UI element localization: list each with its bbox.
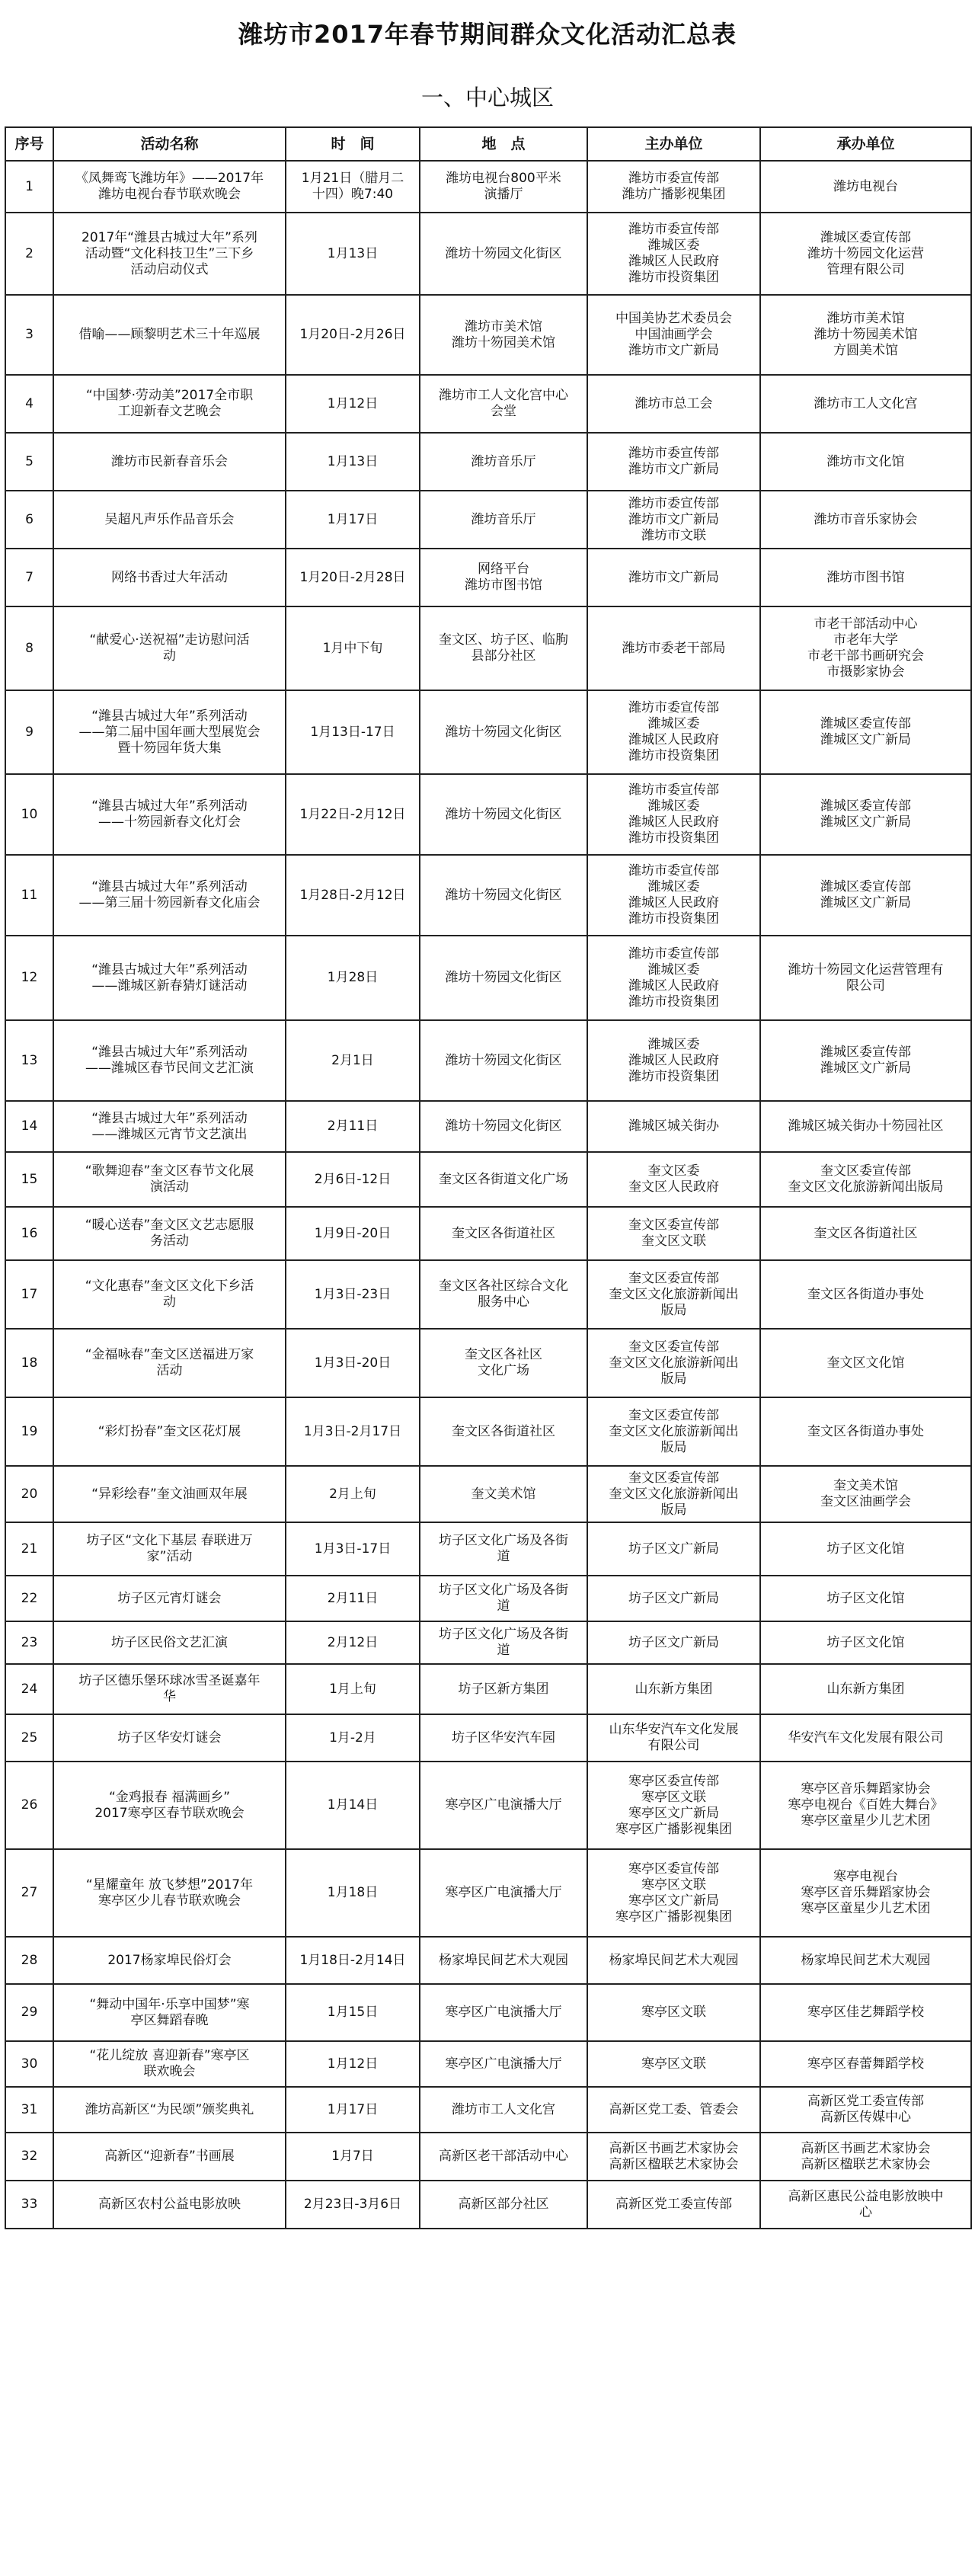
cell-organizer: 潍坊市总工会 <box>587 375 760 433</box>
table-body <box>5 161 971 2229</box>
table-row <box>5 295 971 375</box>
cell-executor: 高新区惠民公益电影放映中 心 <box>760 2181 971 2229</box>
table-row <box>5 1984 971 2041</box>
cell-organizer: 潍城区城关街办 <box>587 1101 760 1152</box>
cell-index: 17 <box>5 1260 53 1329</box>
cell-executor: 寒亭电视台 寒亭区音乐舞蹈家协会 寒亭区童星少儿艺术团 <box>760 1849 971 1937</box>
cell-executor: 奎文区各街道办事处 <box>760 1260 971 1329</box>
cell-organizer: 潍坊市委老干部局 <box>587 606 760 690</box>
table-row <box>5 1762 971 1849</box>
cell-location: 奎文区各社区 文化广场 <box>420 1329 587 1397</box>
table-row <box>5 2133 971 2181</box>
cell-activity-name: 2017杨家埠民俗灯会 <box>53 1937 286 1984</box>
table-row <box>5 1522 971 1576</box>
cell-executor: 潍坊电视台 <box>760 161 971 213</box>
cell-executor: 奎文区文化馆 <box>760 1329 971 1397</box>
table-row <box>5 855 971 936</box>
cell-time: 1月28日 <box>286 936 420 1020</box>
cell-index: 6 <box>5 491 53 549</box>
cell-index: 13 <box>5 1020 53 1101</box>
cell-time: 1月20日-2月28日 <box>286 549 420 606</box>
cell-time: 1月18日-2月14日 <box>286 1937 420 1984</box>
cell-index: 18 <box>5 1329 53 1397</box>
table-row <box>5 690 971 774</box>
cell-time: 1月9日-20日 <box>286 1207 420 1260</box>
table-row <box>5 213 971 295</box>
cell-location: 潍坊市工人文化宫 <box>420 2087 587 2133</box>
cell-organizer: 坊子区文广新局 <box>587 1576 760 1621</box>
cell-index: 8 <box>5 606 53 690</box>
table-row <box>5 433 971 491</box>
table-row <box>5 936 971 1020</box>
cell-activity-name: “潍县古城过大年”系列活动 ——潍城区新春猜灯谜活动 <box>53 936 286 1020</box>
cell-location: 潍坊市美术馆 潍坊十笏园美术馆 <box>420 295 587 375</box>
cell-organizer: 潍坊市文广新局 <box>587 549 760 606</box>
cell-executor: 潍坊市文化馆 <box>760 433 971 491</box>
cell-location: 坊子区文化广场及各街 道 <box>420 1522 587 1576</box>
table-row <box>5 2181 971 2229</box>
cell-executor: 潍城区委宣传部 潍城区文广新局 <box>760 855 971 936</box>
cell-executor: 高新区党工委宣传部 高新区传媒中心 <box>760 2087 971 2133</box>
cell-executor: 奎文区委宣传部 奎文区文化旅游新闻出版局 <box>760 1152 971 1207</box>
table-row <box>5 606 971 690</box>
cell-activity-name: “献爱心·送祝福”走访慰问活 动 <box>53 606 286 690</box>
cell-time: 1月上旬 <box>286 1664 420 1714</box>
cell-time: 1月13日 <box>286 213 420 295</box>
cell-organizer: 潍坊市委宣传部 潍城区委 潍城区人民政府 潍坊市投资集团 <box>587 855 760 936</box>
cell-organizer: 奎文区委 奎文区人民政府 <box>587 1152 760 1207</box>
cell-index: 10 <box>5 774 53 855</box>
cell-activity-name: “文化惠春”奎文区文化下乡活 动 <box>53 1260 286 1329</box>
cell-location: 潍坊十笏园文化街区 <box>420 936 587 1020</box>
cell-executor: 潍坊市工人文化宫 <box>760 375 971 433</box>
cell-activity-name: 坊子区“文化下基层 春联进万 家”活动 <box>53 1522 286 1576</box>
cell-activity-name: 潍坊高新区“为民颂”颁奖典礼 <box>53 2087 286 2133</box>
cell-organizer: 奎文区委宣传部 奎文区文化旅游新闻出 版局 <box>587 1397 760 1466</box>
cell-organizer: 潍坊市委宣传部 潍坊市文广新局 潍坊市文联 <box>587 491 760 549</box>
cell-location: 潍坊电视台800平米 演播厅 <box>420 161 587 213</box>
cell-organizer: 奎文区委宣传部 奎文区文化旅游新闻出 版局 <box>587 1329 760 1397</box>
cell-organizer: 潍坊市委宣传部 潍城区委 潍城区人民政府 潍坊市投资集团 <box>587 690 760 774</box>
cell-index: 30 <box>5 2041 53 2087</box>
table-row <box>5 1714 971 1762</box>
cell-index: 31 <box>5 2087 53 2133</box>
cell-activity-name: “花儿绽放 喜迎新春”寒亭区 联欢晚会 <box>53 2041 286 2087</box>
cell-executor: 寒亭区音乐舞蹈家协会 寒亭电视台《百姓大舞台》 寒亭区童星少儿艺术团 <box>760 1762 971 1849</box>
cell-organizer: 高新区党工委、管委会 <box>587 2087 760 2133</box>
cell-executor: 潍坊市美术馆 潍坊十笏园美术馆 方圆美术馆 <box>760 295 971 375</box>
cell-activity-name: 潍坊市民新春音乐会 <box>53 433 286 491</box>
cell-time: 2月1日 <box>286 1020 420 1101</box>
cell-location: 潍坊十笏园文化街区 <box>420 774 587 855</box>
table-header-row <box>5 127 971 161</box>
cell-location: 寒亭区广电演播大厅 <box>420 1762 587 1849</box>
cell-location: 杨家埠民间艺术大观园 <box>420 1937 587 1984</box>
cell-time: 1月3日-17日 <box>286 1522 420 1576</box>
table-row <box>5 1466 971 1522</box>
cell-index: 23 <box>5 1621 53 1664</box>
cell-time: 1月14日 <box>286 1762 420 1849</box>
cell-activity-name: “潍县古城过大年”系列活动 ——潍城区春节民间文艺汇演 <box>53 1020 286 1101</box>
cell-index: 21 <box>5 1522 53 1576</box>
cell-organizer: 潍坊市委宣传部 潍城区委 潍城区人民政府 潍坊市投资集团 <box>587 213 760 295</box>
cell-organizer: 奎文区委宣传部 奎文区文化旅游新闻出 版局 <box>587 1466 760 1522</box>
cell-location: 网络平台 潍坊市图书馆 <box>420 549 587 606</box>
cell-organizer: 杨家埠民间艺术大观园 <box>587 1937 760 1984</box>
cell-organizer: 寒亭区委宣传部 寒亭区文联 寒亭区文广新局 寒亭区广播影视集团 <box>587 1849 760 1937</box>
cell-organizer: 山东新方集团 <box>587 1664 760 1714</box>
table-row <box>5 1020 971 1101</box>
cell-location: 坊子区华安汽车园 <box>420 1714 587 1762</box>
cell-activity-name: “中国梦·劳动美”2017全市职 工迎新春文艺晚会 <box>53 375 286 433</box>
cell-time: 1月3日-20日 <box>286 1329 420 1397</box>
cell-location: 潍坊十笏园文化街区 <box>420 690 587 774</box>
cell-location: 寒亭区广电演播大厅 <box>420 1984 587 2041</box>
activity-table <box>5 126 972 2229</box>
table-row <box>5 1152 971 1207</box>
header-time: 时 间 <box>286 127 420 161</box>
cell-location: 奎文区各街道社区 <box>420 1397 587 1466</box>
cell-index: 29 <box>5 1984 53 2041</box>
cell-location: 高新区部分社区 <box>420 2181 587 2229</box>
table-row <box>5 161 971 213</box>
page-title: 潍坊市2017年春节期间群众文化活动汇总表 <box>238 20 737 49</box>
cell-time: 2月6日-12日 <box>286 1152 420 1207</box>
cell-time: 1月中下旬 <box>286 606 420 690</box>
cell-index: 16 <box>5 1207 53 1260</box>
cell-index: 7 <box>5 549 53 606</box>
table-row <box>5 375 971 433</box>
cell-index: 26 <box>5 1762 53 1849</box>
cell-time: 2月12日 <box>286 1621 420 1664</box>
cell-executor: 坊子区文化馆 <box>760 1621 971 1664</box>
table-row <box>5 549 971 606</box>
cell-activity-name: “潍县古城过大年”系列活动 ——十笏园新春文化灯会 <box>53 774 286 855</box>
cell-executor: 潍城区委宣传部 潍城区文广新局 <box>760 774 971 855</box>
cell-time: 1月12日 <box>286 2041 420 2087</box>
cell-time: 2月11日 <box>286 1101 420 1152</box>
cell-index: 12 <box>5 936 53 1020</box>
cell-executor: 潍城区委宣传部 潍坊十笏园文化运营 管理有限公司 <box>760 213 971 295</box>
cell-index: 28 <box>5 1937 53 1984</box>
cell-activity-name: “金鸡报春 福满画乡” 2017寒亭区春节联欢晚会 <box>53 1762 286 1849</box>
cell-location: 寒亭区广电演播大厅 <box>420 1849 587 1937</box>
cell-location: 奎文区、坊子区、临朐 县部分社区 <box>420 606 587 690</box>
cell-executor: 潍城区城关街办十笏园社区 <box>760 1101 971 1152</box>
cell-location: 潍坊音乐厅 <box>420 491 587 549</box>
cell-index: 33 <box>5 2181 53 2229</box>
table-row <box>5 1849 971 1937</box>
cell-executor: 潍坊十笏园文化运营管理有 限公司 <box>760 936 971 1020</box>
cell-organizer: 山东华安汽车文化发展 有限公司 <box>587 1714 760 1762</box>
cell-organizer: 潍坊市委宣传部 潍城区委 潍城区人民政府 潍坊市投资集团 <box>587 936 760 1020</box>
cell-activity-name: “潍县古城过大年”系列活动 ——第三届十笏园新春文化庙会 <box>53 855 286 936</box>
cell-time: 1月21日（腊月二 十四）晚7:40 <box>286 161 420 213</box>
cell-time: 1月28日-2月12日 <box>286 855 420 936</box>
cell-index: 5 <box>5 433 53 491</box>
table-row <box>5 1621 971 1664</box>
cell-executor: 寒亭区佳艺舞蹈学校 <box>760 1984 971 2041</box>
cell-location: 坊子区文化广场及各街 道 <box>420 1576 587 1621</box>
cell-time: 1月13日 <box>286 433 420 491</box>
cell-index: 25 <box>5 1714 53 1762</box>
cell-index: 20 <box>5 1466 53 1522</box>
cell-time: 1月22日-2月12日 <box>286 774 420 855</box>
cell-time: 1月18日 <box>286 1849 420 1937</box>
cell-executor: 高新区书画艺术家协会 高新区楹联艺术家协会 <box>760 2133 971 2181</box>
cell-index: 19 <box>5 1397 53 1466</box>
cell-executor: 山东新方集团 <box>760 1664 971 1714</box>
cell-executor: 坊子区文化馆 <box>760 1576 971 1621</box>
cell-activity-name: 网络书香过大年活动 <box>53 549 286 606</box>
cell-activity-name: 坊子区元宵灯谜会 <box>53 1576 286 1621</box>
cell-activity-name: 吴超凡声乐作品音乐会 <box>53 491 286 549</box>
cell-index: 15 <box>5 1152 53 1207</box>
cell-executor: 奎文美术馆 奎文区油画学会 <box>760 1466 971 1522</box>
cell-executor: 潍城区委宣传部 潍城区文广新局 <box>760 690 971 774</box>
cell-index: 2 <box>5 213 53 295</box>
cell-executor: 坊子区文化馆 <box>760 1522 971 1576</box>
cell-organizer: 坊子区文广新局 <box>587 1621 760 1664</box>
table-row <box>5 2087 971 2133</box>
cell-executor: 潍城区委宣传部 潍城区文广新局 <box>760 1020 971 1101</box>
cell-time: 1月17日 <box>286 491 420 549</box>
cell-activity-name: “歌舞迎春”奎文区春节文化展 演活动 <box>53 1152 286 1207</box>
cell-index: 24 <box>5 1664 53 1714</box>
cell-index: 14 <box>5 1101 53 1152</box>
cell-location: 奎文区各街道文化广场 <box>420 1152 587 1207</box>
cell-organizer: 寒亭区文联 <box>587 2041 760 2087</box>
cell-activity-name: 高新区农村公益电影放映 <box>53 2181 286 2229</box>
cell-time: 1月17日 <box>286 2087 420 2133</box>
cell-time: 2月上旬 <box>286 1466 420 1522</box>
cell-executor: 潍坊市音乐家协会 <box>760 491 971 549</box>
cell-organizer: 奎文区委宣传部 奎文区文化旅游新闻出 版局 <box>587 1260 760 1329</box>
cell-time: 1月13日-17日 <box>286 690 420 774</box>
header-index: 序号 <box>5 127 53 161</box>
table-row <box>5 1664 971 1714</box>
cell-activity-name: 《凤舞鸾飞潍坊年》——2017年 潍坊电视台春节联欢晚会 <box>53 161 286 213</box>
cell-activity-name: “彩灯扮春”奎文区花灯展 <box>53 1397 286 1466</box>
table-row <box>5 1329 971 1397</box>
cell-organizer: 寒亭区文联 <box>587 1984 760 2041</box>
section-title: 一、中心城区 <box>420 85 554 110</box>
cell-executor: 奎文区各街道社区 <box>760 1207 971 1260</box>
cell-location: 潍坊市工人文化宫中心 会堂 <box>420 375 587 433</box>
cell-executor: 奎文区各街道办事处 <box>760 1397 971 1466</box>
cell-activity-name: 坊子区德乐堡环球冰雪圣诞嘉年 华 <box>53 1664 286 1714</box>
cell-executor: 华安汽车文化发展有限公司 <box>760 1714 971 1762</box>
cell-index: 9 <box>5 690 53 774</box>
cell-activity-name: “星耀童年 放飞梦想”2017年 寒亭区少儿春节联欢晚会 <box>53 1849 286 1937</box>
table-row <box>5 774 971 855</box>
cell-activity-name: “舞动中国年·乐享中国梦”寒 亭区舞蹈春晚 <box>53 1984 286 2041</box>
header-executor: 承办单位 <box>760 127 971 161</box>
cell-organizer: 坊子区文广新局 <box>587 1522 760 1576</box>
cell-location: 高新区老干部活动中心 <box>420 2133 587 2181</box>
cell-location: 潍坊十笏园文化街区 <box>420 213 587 295</box>
cell-location: 潍坊十笏园文化街区 <box>420 855 587 936</box>
cell-activity-name: 借喻——顾黎明艺术三十年巡展 <box>53 295 286 375</box>
cell-time: 1月20日-2月26日 <box>286 295 420 375</box>
cell-executor: 杨家埠民间艺术大观园 <box>760 1937 971 1984</box>
table-row <box>5 2041 971 2087</box>
cell-organizer: 高新区党工委宣传部 <box>587 2181 760 2229</box>
cell-location: 潍坊十笏园文化街区 <box>420 1101 587 1152</box>
cell-activity-name: 高新区“迎新春”书画展 <box>53 2133 286 2181</box>
table-row <box>5 1207 971 1260</box>
cell-location: 潍坊十笏园文化街区 <box>420 1020 587 1101</box>
cell-time: 2月11日 <box>286 1576 420 1621</box>
cell-location: 坊子区文化广场及各街 道 <box>420 1621 587 1664</box>
table-row <box>5 1576 971 1621</box>
table-row <box>5 491 971 549</box>
table-row <box>5 1397 971 1466</box>
cell-organizer: 潍坊市委宣传部 潍坊市文广新局 <box>587 433 760 491</box>
cell-activity-name: “异彩绘春”奎文油画双年展 <box>53 1466 286 1522</box>
cell-time: 1月12日 <box>286 375 420 433</box>
cell-location: 潍坊音乐厅 <box>420 433 587 491</box>
cell-activity-name: 坊子区民俗文艺汇演 <box>53 1621 286 1664</box>
header-activity-name: 活动名称 <box>53 127 286 161</box>
cell-location: 奎文区各街道社区 <box>420 1207 587 1260</box>
cell-index: 3 <box>5 295 53 375</box>
cell-activity-name: “金福咏春”奎文区送福进万家 活动 <box>53 1329 286 1397</box>
cell-organizer: 高新区书画艺术家协会 高新区楹联艺术家协会 <box>587 2133 760 2181</box>
cell-organizer: 潍城区委 潍城区人民政府 潍坊市投资集团 <box>587 1020 760 1101</box>
cell-location: 奎文美术馆 <box>420 1466 587 1522</box>
cell-executor: 市老干部活动中心 市老年大学 市老干部书画研究会 市摄影家协会 <box>760 606 971 690</box>
cell-time: 1月-2月 <box>286 1714 420 1762</box>
cell-time: 1月7日 <box>286 2133 420 2181</box>
cell-time: 2月23日-3月6日 <box>286 2181 420 2229</box>
cell-activity-name: 坊子区华安灯谜会 <box>53 1714 286 1762</box>
table-row <box>5 1260 971 1329</box>
cell-location: 坊子区新方集团 <box>420 1664 587 1714</box>
cell-organizer: 中国美协艺术委员会 中国油画学会 潍坊市文广新局 <box>587 295 760 375</box>
cell-time: 1月3日-23日 <box>286 1260 420 1329</box>
cell-index: 1 <box>5 161 53 213</box>
table-row <box>5 1937 971 1984</box>
cell-time: 1月3日-2月17日 <box>286 1397 420 1466</box>
cell-organizer: 潍坊市委宣传部 潍坊广播影视集团 <box>587 161 760 213</box>
cell-organizer: 潍坊市委宣传部 潍城区委 潍城区人民政府 潍坊市投资集团 <box>587 774 760 855</box>
cell-activity-name: “暖心送春”奎文区文艺志愿服 务活动 <box>53 1207 286 1260</box>
cell-activity-name: 2017年“潍县古城过大年”系列 活动暨“文化科技卫生”三下乡 活动启动仪式 <box>53 213 286 295</box>
header-organizer: 主办单位 <box>587 127 760 161</box>
table-row <box>5 1101 971 1152</box>
header-location: 地 点 <box>420 127 587 161</box>
cell-index: 32 <box>5 2133 53 2181</box>
cell-executor: 寒亭区春蕾舞蹈学校 <box>760 2041 971 2087</box>
cell-location: 寒亭区广电演播大厅 <box>420 2041 587 2087</box>
cell-location: 奎文区各社区综合文化 服务中心 <box>420 1260 587 1329</box>
cell-organizer: 寒亭区委宣传部 寒亭区文联 寒亭区文广新局 寒亭区广播影视集团 <box>587 1762 760 1849</box>
cell-organizer: 奎文区委宣传部 奎文区文联 <box>587 1207 760 1260</box>
cell-activity-name: “潍县古城过大年”系列活动 ——潍城区元宵节文艺演出 <box>53 1101 286 1152</box>
cell-index: 4 <box>5 375 53 433</box>
cell-index: 22 <box>5 1576 53 1621</box>
cell-time: 1月15日 <box>286 1984 420 2041</box>
cell-index: 11 <box>5 855 53 936</box>
cell-executor: 潍坊市图书馆 <box>760 549 971 606</box>
cell-index: 27 <box>5 1849 53 1937</box>
cell-activity-name: “潍县古城过大年”系列活动 ——第二届中国年画大型展览会 暨十笏园年货大集 <box>53 690 286 774</box>
